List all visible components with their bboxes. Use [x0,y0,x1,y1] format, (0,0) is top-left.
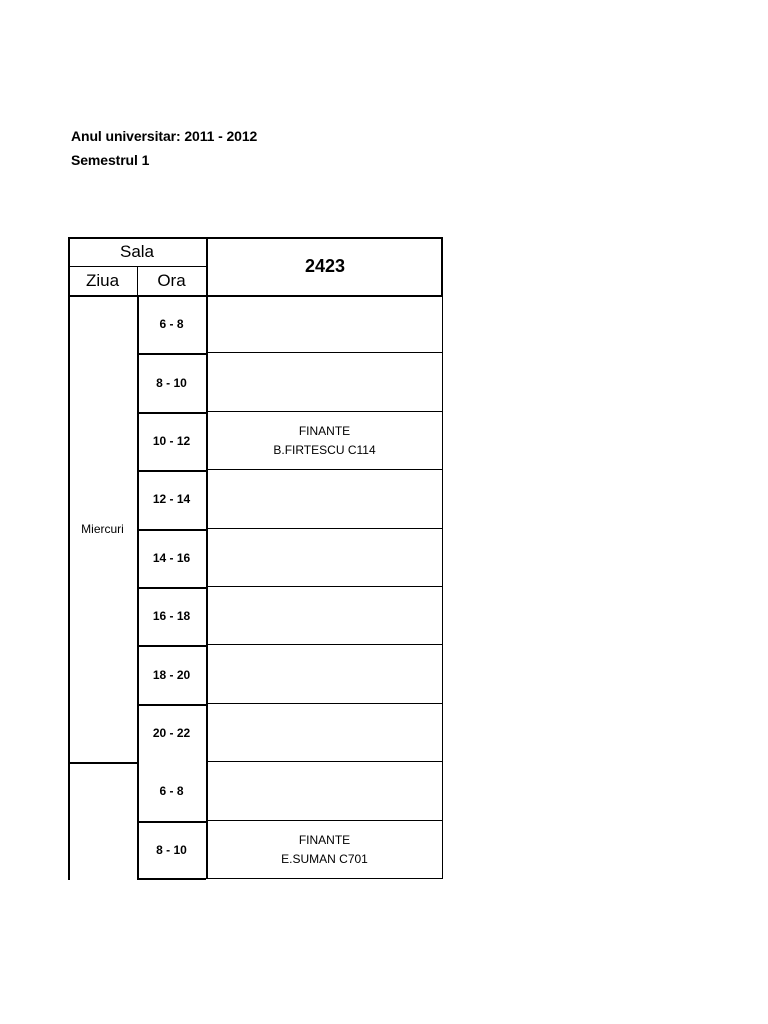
course-cell-right-border [442,645,443,703]
hour-cell-right-border [206,470,208,528]
hour-cell-top-border [137,645,206,647]
hour-cell: 18 - 20 [152,667,191,682]
course-cell [206,470,443,528]
course-cell-right-border [442,587,443,645]
course-cell-right-border [442,821,443,879]
hour-cell-left-border [137,295,139,353]
course-cell [206,587,443,645]
hour-cell: 10 - 12 [152,433,191,448]
hour-cell-right-border [206,821,208,879]
table-border-right-header [441,237,443,296]
hour-cell: 6 - 8 [159,784,184,799]
course-cell [206,295,443,353]
hour-cell-top-border [137,470,206,472]
course-name: FINANTE [298,832,351,847]
hour-cell-right-border [206,412,208,470]
course-cell [206,762,443,820]
hour-cell-left-border [137,587,139,645]
hour-cell-top-border [137,704,206,706]
hour-cell-right-border [206,529,208,587]
hour-cell-right-border [206,704,208,762]
course-name: FINANTE [298,423,351,438]
hour-cell: 8 - 10 [156,375,187,390]
course-cell-right-border [442,762,443,820]
hour-cell-right-border [206,762,208,820]
hour-cell-top-border [137,412,206,414]
course-teacher: B.FIRTESCU C114 [273,442,376,457]
hour-cell: 8 - 10 [156,842,187,857]
day-label: Miercuri [81,521,124,536]
hour-cell-left-border [137,645,139,703]
hour-cell-top-border [137,821,206,823]
sala-header: Sala [119,241,155,261]
hour-cell: 6 - 8 [159,317,184,332]
hour-cell-bottom-border [137,878,206,880]
course-cell-bottom-border [206,878,443,879]
hour-cell-left-border [137,353,139,411]
course-cell [206,645,443,703]
semester: Semestrul 1 [71,152,150,168]
course-cell-right-border [442,470,443,528]
day-label [68,762,137,879]
course-cell-right-border [442,295,443,353]
hour-cell: 20 - 22 [152,725,191,740]
hour-cell: 14 - 16 [152,550,191,565]
academic-year: Anul universitar: 2011 - 2012 [71,128,258,144]
course-cell-right-border [442,412,443,470]
course-cell [206,353,443,411]
course-cell-right-border [442,704,443,762]
hour-cell-right-border [206,645,208,703]
hour-cell-right-border [206,295,208,353]
course-cell [206,821,443,879]
course-cell [206,704,443,762]
hour-cell-left-border [137,762,139,820]
hour-cell: 16 - 18 [152,609,191,624]
hour-cell-right-border [206,587,208,645]
course-cell [206,529,443,587]
course-cell-right-border [442,529,443,587]
hour-cell-left-border [137,529,139,587]
hour-cell-top-border [137,587,206,589]
room-number: 2423 [304,255,346,276]
hour-cell: 12 - 14 [152,492,191,507]
ziua-ora-divider [137,266,138,295]
course-cell [206,412,443,470]
hour-cell-top-border [137,353,206,355]
hour-cell-left-border [137,412,139,470]
ora-header: Ora [157,270,186,290]
course-cell-right-border [442,353,443,411]
hour-cell-left-border [137,704,139,762]
hour-cell-left-border [137,821,139,879]
hour-cell-right-border [206,353,208,411]
sala-room-divider [206,237,208,295]
hour-cell-left-border [137,470,139,528]
table-border-top [68,237,443,239]
ziua-header: Ziua [85,270,120,290]
course-teacher: E.SUMAN C701 [281,851,368,866]
hour-cell-top-border [137,529,206,531]
